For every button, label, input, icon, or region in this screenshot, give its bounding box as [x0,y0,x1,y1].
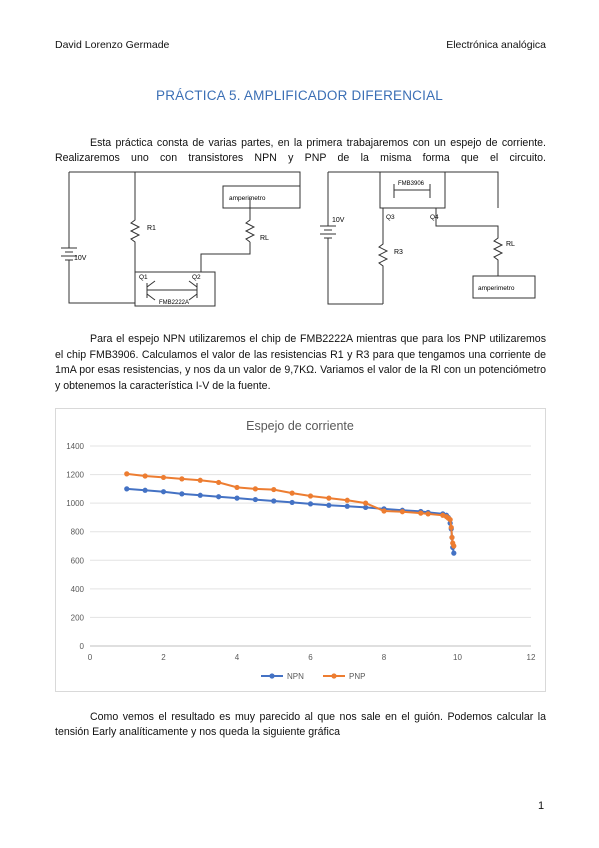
data-point-npn [253,497,258,502]
legend-label-pnp: PNP [349,672,366,681]
legend-label-npn: NPN [287,672,304,681]
npn-mirror-schematic [55,168,315,320]
npn-q1-label: Q1 [139,274,148,281]
pnp-q4-label: Q4 [430,214,439,221]
data-point-pnp [143,473,148,478]
data-point-pnp [451,543,456,548]
x-tick-label: 0 [87,653,93,662]
data-point-pnp [345,498,350,503]
x-tick-label: 4 [234,653,240,662]
paragraph-conclusion-line-2: tensión Early analíticamente y nos queda la siguiente gráfica [55,726,341,738]
data-point-pnp [363,501,368,506]
npn-q2-label: Q2 [192,274,201,281]
data-point-npn [234,496,239,501]
npn-r1-label: R1 [147,225,156,232]
paragraph-intro-line-1: Esta práctica consta de varias partes, en la primera trabajaremos con un espejo de corriente. [90,137,546,149]
page-title: PRÁCTICA 5. AMPLIFICADOR DIFERENCIAL [155,88,443,103]
data-point-npn [271,498,276,503]
x-tick-label: 10 [453,653,462,662]
y-tick-label: 1000 [66,499,84,509]
data-point-pnp [234,485,239,490]
chart-espejo-corriente [55,408,546,692]
y-tick-label: 1200 [66,470,84,480]
data-point-pnp [161,475,166,480]
y-tick-label: 0 [79,642,84,651]
pnp-mirror-schematic [318,168,550,320]
data-point-pnp [308,493,313,498]
data-point-npn [345,504,350,509]
npn-supply-label: 10V [74,255,87,262]
npn-ammeter-label: amperimetro [229,195,266,202]
data-point-npn [179,491,184,496]
data-point-pnp [253,486,258,491]
y-tick-label: 400 [70,584,84,594]
chart-frame [56,409,546,692]
y-tick-label: 800 [70,527,84,537]
chart-title: Espejo de corriente [246,419,354,433]
data-point-pnp [448,517,453,522]
data-point-pnp [381,508,386,513]
y-tick-label: 1400 [66,442,84,451]
paragraph-conclusion-2 [55,725,546,741]
data-point-pnp [179,476,184,481]
data-point-npn [216,494,221,499]
page-number: 1 [538,800,545,812]
pnp-r3-label: R3 [394,249,403,256]
paragraph-intro-2 [55,151,546,167]
data-point-pnp [326,496,331,501]
data-point-npn [290,500,295,505]
legend-marker-npn [269,673,274,678]
x-tick-label: 6 [308,653,313,662]
data-point-npn [308,501,313,506]
data-point-pnp [290,491,295,496]
legend-marker-pnp [331,673,336,678]
pnp-chip-label: FMB3906 [398,181,425,187]
pnp-rl-label: RL [506,241,515,248]
y-tick-label: 200 [70,613,84,623]
data-point-pnp [124,471,129,476]
data-point-pnp [449,535,454,540]
x-tick-label: 2 [161,653,166,662]
data-point-npn [161,489,166,494]
data-point-npn [326,503,331,508]
data-point-pnp [216,480,221,485]
npn-rl-label: RL [260,235,269,242]
paragraph-conclusion [55,710,546,726]
paragraph-intro [55,136,546,152]
x-tick-label: 12 [526,653,536,662]
header-author: David Lorenzo Germade [55,39,170,51]
data-point-npn [124,486,129,491]
data-point-npn [143,488,148,493]
npn-chip-label: FMB2222A [159,300,190,306]
data-point-pnp [271,487,276,492]
data-point-pnp [198,478,203,483]
header-subject: Electrónica analógica [446,39,546,51]
data-point-pnp [449,525,454,530]
data-point-pnp [400,509,405,514]
pnp-ammeter-label: amperimetro [478,285,515,292]
x-tick-label: 8 [381,653,387,662]
data-point-pnp [418,511,423,516]
paragraph-intro-line-2: Realizaremos uno con transistores NPN y PNP de la misma forma que el circuito. [55,152,546,164]
paragraph-conclusion-line-1: Como vemos el resultado es muy parecido al que nos sale en el guión. Podemos calcular la [90,711,546,723]
y-tick-label: 600 [70,556,84,566]
data-point-npn [198,493,203,498]
pnp-supply-label: 10V [332,217,345,224]
pnp-q3-label: Q3 [386,214,395,221]
data-point-npn [451,551,456,556]
paragraph-method: Para el espejo NPN utilizaremos el chip de FMB2222A mientras que para los PNP utilizaremos el chip FMB3906. Calculamos el valor de las resistencias R1 y R3 para que tengamos una corriente de 1mA por esas resistencias, y nos da un valor de 9,7KΩ. Variamos el valor de la Rl con un potenciómetro y obtenemos la característica I-V de la fuente. [55,333,546,393]
data-point-pnp [426,511,431,516]
